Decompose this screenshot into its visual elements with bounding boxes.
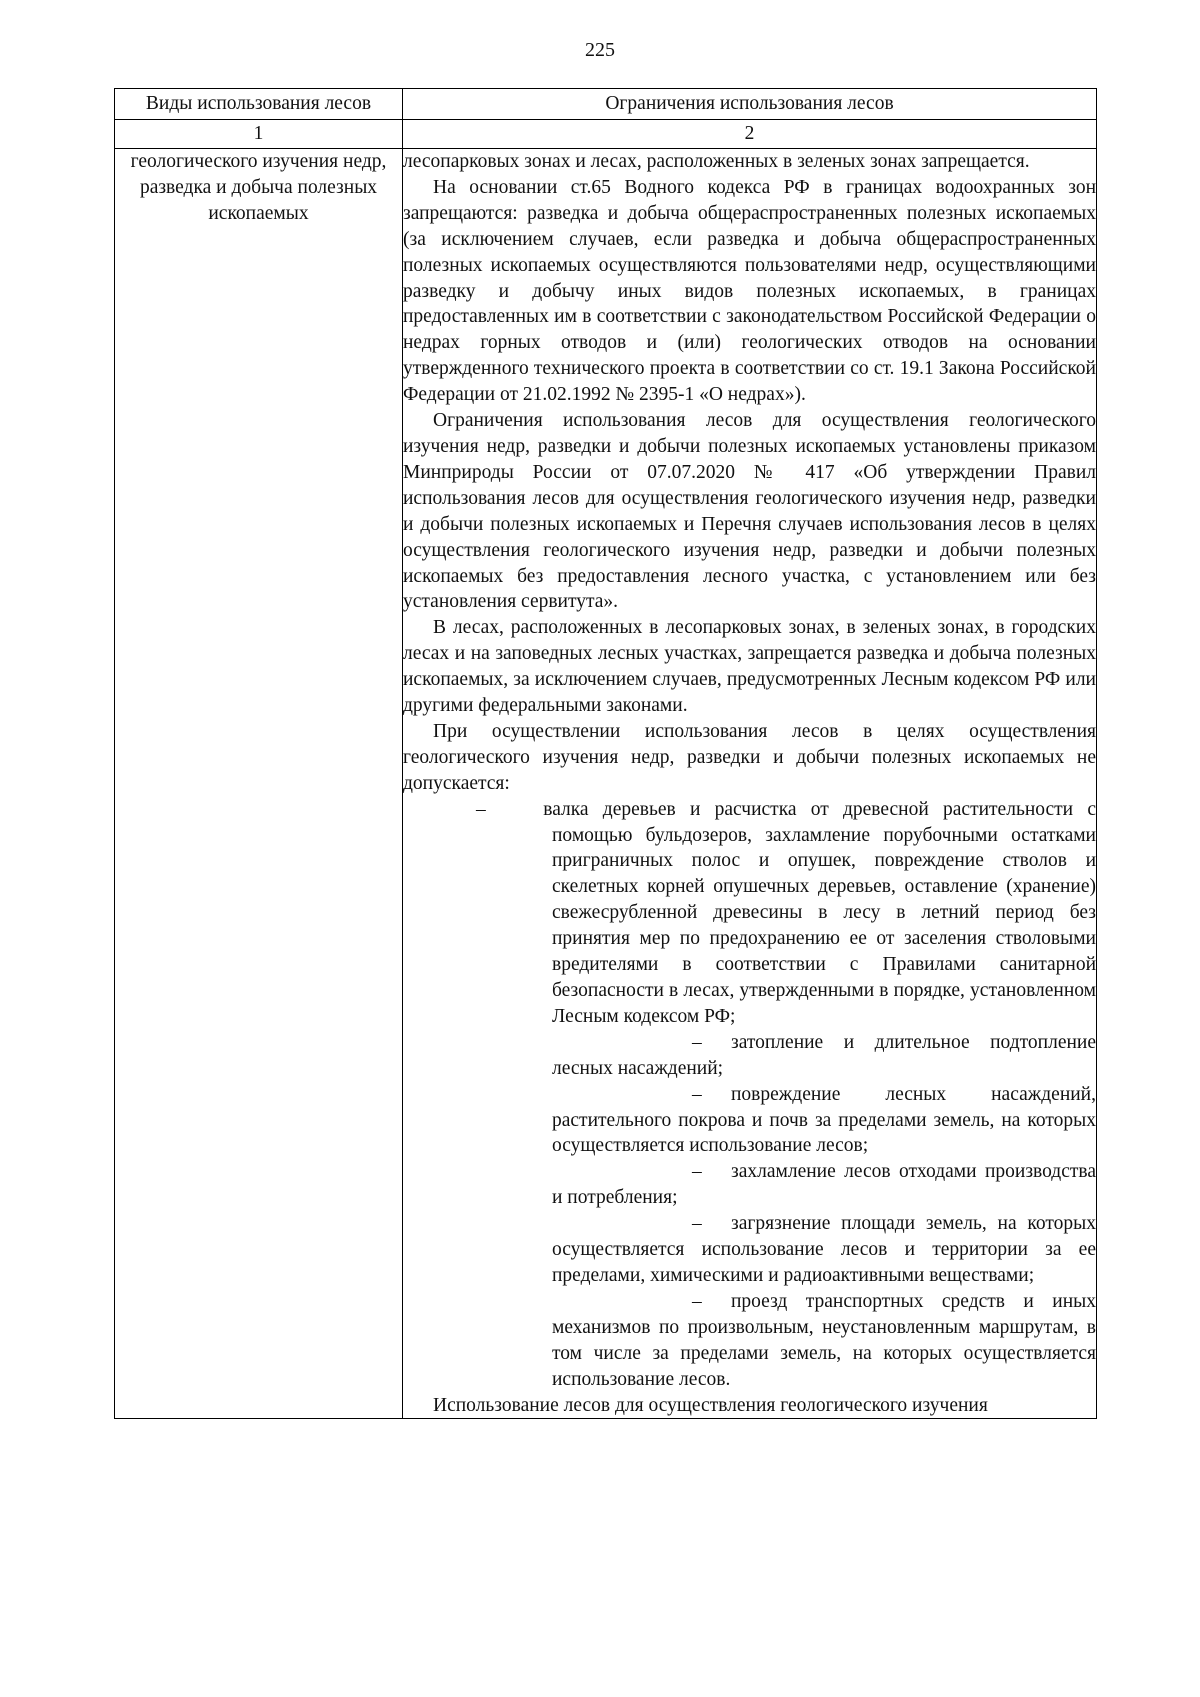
column-number-row bbox=[115, 120, 1097, 149]
list-item-text: повреждение лесных насаждений, растительного покрова и почв за пределами земель, на которых осуществляется использование лесов; bbox=[552, 1083, 1096, 1157]
dash-marker: – bbox=[692, 1213, 702, 1235]
list-item bbox=[403, 1082, 1096, 1160]
paragraph-final: Использование лесов для осуществления геологического изучения bbox=[433, 1394, 988, 1416]
column-number-1: 1 bbox=[115, 120, 403, 149]
dash-marker: – bbox=[692, 1290, 702, 1312]
table-header-row bbox=[115, 89, 1097, 120]
list-item-text: захламление лесов отходами производства и потребления; bbox=[552, 1161, 1096, 1209]
column-header-restrictions: Ограничения использования лесов bbox=[403, 89, 1097, 120]
restrictions-cell bbox=[403, 149, 1097, 1419]
list-item: – валка деревьев и расчистка от древесной растительности с помощью бульдозеров, захламление порубочными остатками приграничных полос и опушек, повреждение стволов и скелетных корней опушечных деревьев, оставление (хранение) свежесрубленной древесины в лесу в летний период без принятия мер по предохранению ее от заселения стволовыми вредителями в соответствии с Правилами санитарной безопасности в лесах, утвержденными в порядке, установленном Лесным кодексом РФ; bbox=[476, 798, 1096, 1027]
paragraph-order-417: Ограничения использования лесов для осуществления геологического изучения недр, разведки и добычи полезных ископаемых установлены приказом Минприроды России от 07.07.2020 № 417 «Об утверждении Правил использования лесов для осуществления геологического изучения недр, разведки и добычи полезных ископаемых и Перечня случаев использования лесов в целях осуществления геологического изучения недр, разведки и добычи полезных ископаемых без предоставления лесного участка, с установлением или без установления сервитута». bbox=[403, 410, 1096, 613]
list-item-text: проезд транспортных средств и иных механизмов по произвольным, неустановленным маршрутам, в том числе за пределами земель, на которых осуществляется использование лесов. bbox=[552, 1290, 1096, 1390]
list-item bbox=[403, 1159, 1096, 1211]
forest-use-restrictions-table bbox=[114, 88, 1097, 1419]
list-item-text: валка деревьев и расчистка от древесной растительности с помощью бульдозеров, захламление порубочными остатками приграничных полос и опушек, повреждение стволов и скелетных корней опушечных деревьев, оставление (хранение) свежесрубленной древесины в лесу в летний период без принятия мер по предохранению ее от заселения стволовыми вредителями в соответствии с Правилами санитарной безопасности в лесах, утвержденными в порядке, установленном Лесным кодексом РФ; bbox=[543, 798, 1096, 1027]
paragraph-not-allowed-intro: При осуществлении использования лесов в целях осуществления геологического изучения недр, разведки и добычи полезных ископаемых не допускается: bbox=[403, 720, 1096, 794]
dash-marker: – bbox=[692, 1031, 702, 1053]
page-number: 225 bbox=[585, 39, 615, 61]
list-item-text: загрязнение площади земель, на которых осуществляется использование лесов и территории за ее пределами, химическими и радиоактивными веществами; bbox=[552, 1213, 1096, 1286]
column-number-2: 2 bbox=[403, 120, 1097, 149]
list-item-text: затопление и длительное подтопление лесных насаждений; bbox=[552, 1031, 1096, 1079]
column-header-use-types: Виды использования лесов bbox=[115, 89, 403, 120]
paragraph-park-zones: В лесах, расположенных в лесопарковых зонах, в зеленых зонах, в городских лесах и на заповедных лесных участках, запрещается разведка и добыча полезных ископаемых, за исключением случаев, предусмотренных Лесным кодексом РФ или другими федеральными законами. bbox=[403, 617, 1096, 717]
dash-marker: – bbox=[692, 1161, 702, 1183]
list-item bbox=[403, 1289, 1096, 1393]
list-item bbox=[403, 1030, 1096, 1082]
paragraph-water-code: На основании ст.65 Водного кодекса РФ в границах водоохранных зон запрещаются: разведка и добыча общераспространенных полезных ископаемых (за исключением случаев, если разведка и добыча общераспространенных полезных ископаемых осуществляются пользователями недр, осуществляющими разведку и добычу иных видов полезных ископаемых, в границах предоставленных им в соответствии с законодательством Российской Федерации о недрах горных отводов и (или) геологических отводов на основании утвержденного технического проекта в соответствии со ст. 19.1 Закона Российской Федерации от 21.02.1992 № 2395-1 «О недрах»). bbox=[403, 176, 1096, 406]
table-row bbox=[115, 149, 1097, 1419]
list-item bbox=[403, 1211, 1096, 1289]
dash-marker: – bbox=[692, 1083, 702, 1105]
paragraph-continuation: лесопарковых зонах и лесах, расположенных в зеленых зонах запрещается. bbox=[403, 151, 1030, 172]
use-type-cell: геологического изучения недр, разведка и добыча полезных ископаемых bbox=[115, 149, 403, 1419]
